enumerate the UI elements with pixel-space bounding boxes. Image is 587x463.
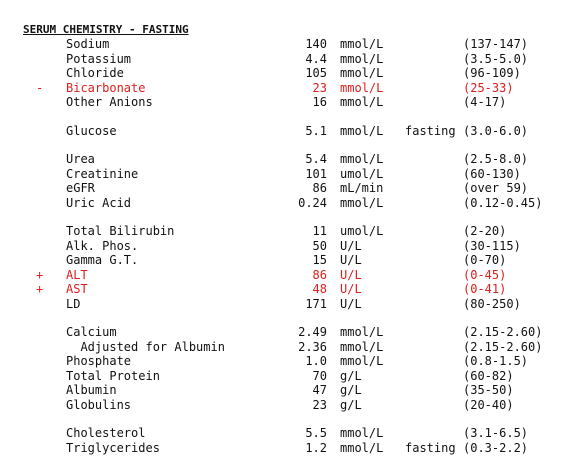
result-unit: mmol/L [340, 95, 384, 109]
reference-range: (0-45) [463, 267, 507, 282]
result-value: 4.4 [305, 51, 327, 66]
result-row [0, 282, 587, 297]
result-unit: mmol/L [340, 37, 384, 51]
test-name: Albumin [66, 383, 117, 397]
result-unit: mmol/L [340, 124, 384, 138]
result-value: 171 [305, 296, 327, 311]
reference-range: (3.1-6.5) [463, 426, 529, 440]
result-flag: - [36, 80, 44, 95]
result-row [0, 297, 587, 312]
reference-range: (2-20) [463, 224, 507, 238]
reference-range: (80-250) [463, 296, 521, 311]
result-row [0, 95, 587, 110]
result-value: 16 [312, 95, 327, 109]
result-row [0, 66, 587, 81]
result-unit: mmol/L [340, 440, 384, 455]
test-name: Potassium [66, 51, 132, 66]
result-value: 15 [312, 253, 327, 267]
test-name: LD [66, 296, 81, 311]
result-unit: U/L [340, 238, 362, 253]
result-unit: U/L [340, 253, 362, 267]
result-flag: + [36, 282, 44, 296]
result-unit: mmol/L [340, 426, 384, 440]
report-title: SERUM CHEMISTRY - FASTING [23, 23, 189, 36]
result-note: fasting [405, 124, 456, 138]
result-unit: mmol/L [340, 325, 384, 339]
reference-range: (96-109) [463, 66, 521, 80]
result-value: 101 [305, 166, 327, 181]
result-value: 5.1 [305, 124, 327, 138]
result-row [0, 239, 587, 254]
reference-range: (2.15-2.60) [463, 325, 543, 339]
result-row [0, 398, 587, 413]
test-name: Alk. Phos. [66, 238, 139, 253]
test-name: Total Protein [66, 368, 160, 383]
test-name: Triglycerides [66, 440, 160, 455]
result-unit: mmol/L [340, 354, 384, 368]
result-value: 1.2 [305, 440, 327, 455]
test-name: Cholesterol [66, 426, 146, 440]
result-row [0, 152, 587, 167]
reference-range: (60-82) [463, 368, 514, 383]
result-value: 23 [312, 397, 327, 412]
reference-range: (4-17) [463, 95, 507, 109]
result-row [0, 167, 587, 182]
result-row [0, 325, 587, 340]
result-value: 105 [305, 66, 327, 80]
result-unit: mmol/L [340, 66, 384, 80]
test-name: Other Anions [66, 95, 153, 109]
test-name: Uric Acid [66, 195, 132, 210]
test-name: Gamma G.T. [66, 253, 139, 267]
result-value: 5.5 [305, 426, 327, 440]
test-name: Urea [66, 152, 95, 166]
reference-range: (over 59) [463, 181, 529, 195]
result-row [0, 268, 587, 283]
result-flag: + [36, 267, 44, 282]
result-value: 23 [312, 80, 327, 95]
reference-range: (0-41) [463, 282, 507, 296]
reference-range: (25-33) [463, 80, 514, 95]
reference-range: (30-115) [463, 238, 521, 253]
result-unit: mmol/L [340, 152, 384, 166]
result-row [0, 52, 587, 67]
result-unit: umol/L [340, 224, 384, 238]
result-row [0, 124, 587, 139]
result-row [0, 37, 587, 52]
result-unit: g/L [340, 397, 362, 412]
result-row [0, 81, 587, 96]
reference-range: (3.0-6.0) [463, 124, 529, 138]
result-unit: mL/min [340, 181, 384, 195]
test-name: Sodium [66, 37, 110, 51]
test-name: Total Bilirubin [66, 224, 175, 238]
result-row [0, 181, 587, 196]
test-name: Bicarbonate [66, 80, 146, 95]
reference-range: (2.15-2.60) [463, 339, 543, 354]
result-value: 48 [312, 282, 327, 296]
reference-range: (137-147) [463, 37, 529, 51]
result-unit: g/L [340, 368, 362, 383]
test-name: ALT [66, 267, 88, 282]
result-row [0, 441, 587, 456]
result-value: 86 [312, 267, 327, 282]
result-row [0, 354, 587, 369]
result-value: 140 [305, 37, 327, 51]
result-row [0, 224, 587, 239]
result-unit: umol/L [340, 166, 384, 181]
result-value: 2.49 [298, 325, 327, 339]
result-row [0, 196, 587, 211]
result-value: 11 [312, 224, 327, 238]
result-value: 0.24 [298, 195, 327, 210]
result-value: 50 [312, 238, 327, 253]
test-name: Globulins [66, 397, 132, 412]
reference-range: (0.3-2.2) [463, 440, 529, 455]
test-name: Chloride [66, 66, 124, 80]
reference-range: (0.12-0.45) [463, 195, 543, 210]
result-value: 70 [312, 368, 327, 383]
result-row [0, 369, 587, 384]
result-unit: mmol/L [340, 195, 384, 210]
result-value: 1.0 [305, 354, 327, 368]
result-value: 2.36 [298, 339, 327, 354]
result-row [0, 426, 587, 441]
test-name: AST [66, 282, 88, 296]
reference-range: (3.5-5.0) [463, 51, 529, 66]
result-unit: mmol/L [340, 339, 384, 354]
result-unit: U/L [340, 267, 362, 282]
test-name: Glucose [66, 124, 117, 138]
result-unit: U/L [340, 282, 362, 296]
result-value: 47 [312, 383, 327, 397]
result-unit: mmol/L [340, 51, 384, 66]
test-name: Phosphate [66, 354, 132, 368]
reference-range: (20-40) [463, 397, 514, 412]
result-unit: g/L [340, 383, 362, 397]
reference-range: (0.8-1.5) [463, 354, 529, 368]
test-name: eGFR [66, 181, 95, 195]
test-name: Adjusted for Albumin [66, 339, 225, 354]
reference-range: (0-70) [463, 253, 507, 267]
reference-range: (60-130) [463, 166, 521, 181]
result-row [0, 340, 587, 355]
result-unit: U/L [340, 296, 362, 311]
test-name: Calcium [66, 325, 117, 339]
result-row [0, 383, 587, 398]
test-name: Creatinine [66, 166, 139, 181]
result-unit: mmol/L [340, 80, 384, 95]
result-row [0, 253, 587, 268]
result-value: 5.4 [305, 152, 327, 166]
result-note: fasting [405, 440, 456, 455]
result-value: 86 [312, 181, 327, 195]
reference-range: (2.5-8.0) [463, 152, 529, 166]
reference-range: (35-50) [463, 383, 514, 397]
